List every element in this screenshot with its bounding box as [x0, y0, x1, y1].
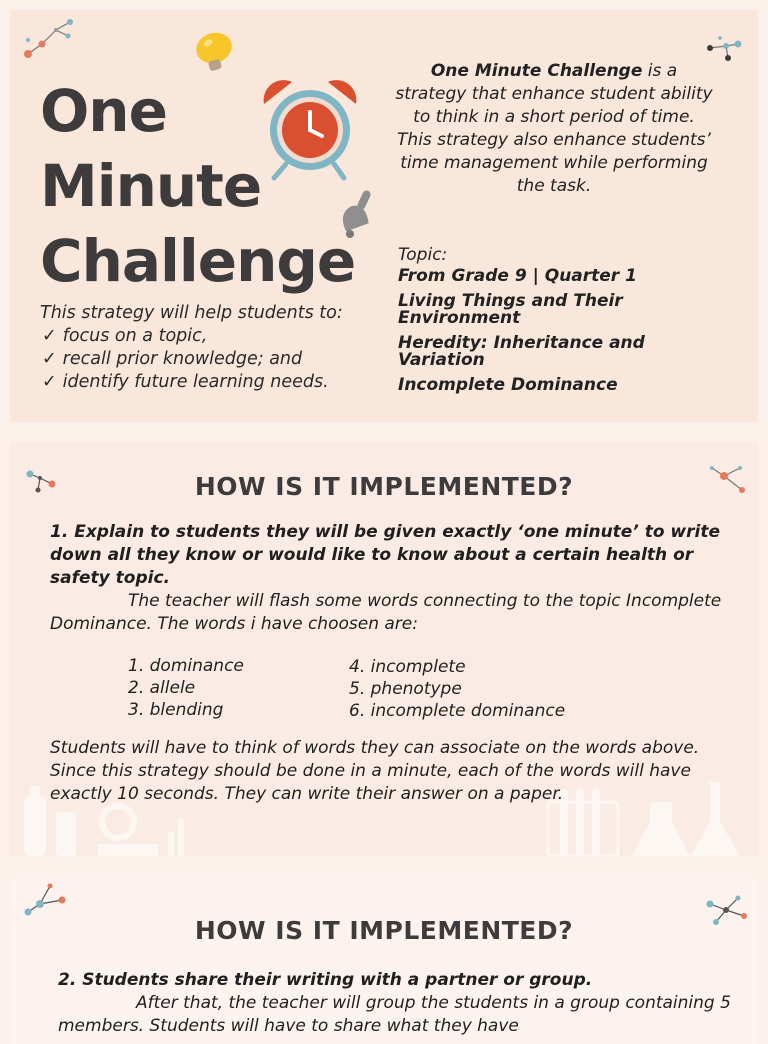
goal-item — [40, 348, 390, 371]
goals-block — [40, 302, 390, 394]
step-block — [50, 521, 730, 636]
topic-item: Heredity: Inheritance and Variation — [398, 333, 645, 370]
topic-label: Topic: — [398, 245, 448, 265]
goals-intro: This strategy will help students to: — [40, 303, 343, 323]
step-text: After that, the teacher will group the students in a group containing 5 members. Students will have to share what they have — [58, 993, 731, 1036]
strategy-description — [394, 60, 714, 198]
word-item: 6. incomplete dominance — [349, 701, 566, 721]
molecule-icon — [20, 18, 80, 60]
implementation-panel-1 — [10, 442, 758, 856]
molecule-icon — [22, 880, 72, 918]
title-line: One — [40, 77, 167, 145]
word-list-left — [128, 655, 244, 721]
goal-text: identify future learning needs. — [62, 372, 329, 392]
word-list-right — [349, 656, 565, 722]
closing-text: Students will have to think of words they can associate on the words above. Since this strategy should be done in a minute, each of the words will have exactly 10 seconds. They can write their answer on a paper. — [50, 738, 700, 804]
check-icon: ✓ — [42, 326, 57, 346]
word-item: 4. incomplete — [349, 657, 466, 677]
strategy-description-text: is a strategy that enhance student ability to think in a short period of time. This strategy also enhance students’ time management while performing the task. — [395, 61, 713, 196]
topic-item: Living Things and Their Environment — [398, 291, 623, 328]
intro-panel — [10, 10, 758, 422]
goal-text: recall prior knowledge; and — [62, 349, 303, 369]
section-heading: HOW IS IT IMPLEMENTED? — [194, 472, 574, 501]
goal-item — [40, 371, 390, 394]
word-item: 2. allele — [128, 678, 196, 698]
strategy-name: One Minute Challenge — [430, 61, 643, 81]
word-item: 3. blending — [128, 700, 224, 720]
word-item: 5. phenotype — [349, 679, 462, 699]
title-line: Minute — [40, 152, 262, 220]
step-text: The teacher will flash some words connecting to the topic Incomplete Dominance. The words i have choosen are: — [50, 591, 722, 634]
title-line: Challenge — [40, 227, 356, 295]
topic-item: Incomplete Dominance — [398, 375, 618, 395]
check-icon: ✓ — [42, 372, 57, 392]
goal-text: focus on a topic, — [62, 326, 208, 346]
word-item: 1. dominance — [128, 656, 244, 676]
check-icon: ✓ — [42, 349, 57, 369]
topic-item: From Grade 9 | Quarter 1 — [398, 266, 637, 286]
topic-block — [398, 244, 718, 402]
light-bulb-icon — [192, 30, 236, 78]
section-heading: HOW IS IT IMPLEMENTED? — [194, 916, 574, 945]
goal-item — [40, 325, 390, 348]
implementation-panel-2 — [10, 874, 758, 1044]
page-title — [40, 74, 355, 299]
step-title: 1. Explain to students they will be given exactly ‘one minute’ to write down all they know or would like to know about a certain health or safety topic. — [50, 522, 721, 588]
step-block — [58, 969, 738, 1038]
step-title: 2. Students share their writing with a partner or group. — [58, 970, 593, 990]
